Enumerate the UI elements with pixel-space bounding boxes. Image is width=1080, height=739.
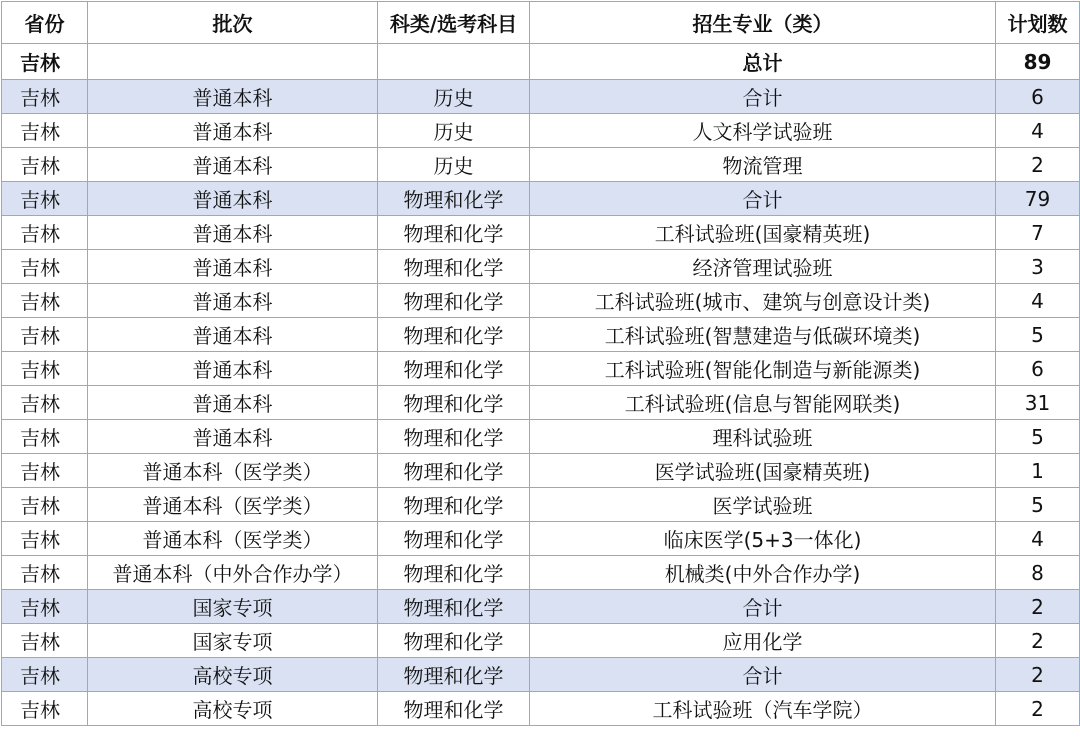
table-row bbox=[2, 284, 1080, 318]
cell-subject: 历史 bbox=[378, 148, 530, 182]
table-row bbox=[2, 318, 1080, 352]
cell-province: 吉林 bbox=[2, 386, 88, 420]
cell-province: 吉林 bbox=[2, 624, 88, 658]
cell-major: 人文科学试验班 bbox=[530, 114, 996, 148]
cell-subject: 物理和化学 bbox=[378, 488, 530, 522]
table-row bbox=[2, 216, 1080, 250]
total-batch bbox=[88, 44, 378, 80]
cell-subject: 物理和化学 bbox=[378, 658, 530, 692]
cell-province: 吉林 bbox=[2, 692, 88, 726]
table-row bbox=[2, 352, 1080, 386]
cell-batch: 普通本科 bbox=[88, 420, 378, 454]
cell-province: 吉林 bbox=[2, 658, 88, 692]
total-subject bbox=[378, 44, 530, 80]
cell-province: 吉林 bbox=[2, 352, 88, 386]
cell-subject: 物理和化学 bbox=[378, 556, 530, 590]
cell-count: 6 bbox=[996, 80, 1080, 114]
cell-province: 吉林 bbox=[2, 80, 88, 114]
cell-major: 工科试验班（汽车学院） bbox=[530, 692, 996, 726]
table-header bbox=[2, 2, 1080, 44]
cell-subject: 物理和化学 bbox=[378, 352, 530, 386]
cell-province: 吉林 bbox=[2, 114, 88, 148]
cell-province: 吉林 bbox=[2, 182, 88, 216]
cell-subject: 物理和化学 bbox=[378, 284, 530, 318]
cell-major: 物流管理 bbox=[530, 148, 996, 182]
cell-batch: 普通本科（医学类） bbox=[88, 454, 378, 488]
cell-province: 吉林 bbox=[2, 420, 88, 454]
total-province: 吉林 bbox=[2, 44, 88, 80]
cell-subject: 物理和化学 bbox=[378, 386, 530, 420]
cell-batch: 普通本科（中外合作办学） bbox=[88, 556, 378, 590]
cell-batch: 普通本科 bbox=[88, 114, 378, 148]
cell-major: 理科试验班 bbox=[530, 420, 996, 454]
cell-count: 4 bbox=[996, 114, 1080, 148]
table-row bbox=[2, 386, 1080, 420]
cell-major: 工科试验班(智慧建造与低碳环境类) bbox=[530, 318, 996, 352]
cell-batch: 普通本科 bbox=[88, 386, 378, 420]
cell-count: 3 bbox=[996, 250, 1080, 284]
cell-province: 吉林 bbox=[2, 522, 88, 556]
cell-province: 吉林 bbox=[2, 318, 88, 352]
cell-batch: 普通本科 bbox=[88, 216, 378, 250]
cell-province: 吉林 bbox=[2, 454, 88, 488]
cell-subject: 历史 bbox=[378, 114, 530, 148]
cell-subject: 物理和化学 bbox=[378, 216, 530, 250]
cell-count: 5 bbox=[996, 488, 1080, 522]
header-subject: 科类/选考科目 bbox=[378, 2, 530, 44]
cell-batch: 高校专项 bbox=[88, 658, 378, 692]
cell-count: 5 bbox=[996, 420, 1080, 454]
table-row bbox=[2, 114, 1080, 148]
table-row bbox=[2, 454, 1080, 488]
cell-subject: 历史 bbox=[378, 80, 530, 114]
cell-province: 吉林 bbox=[2, 590, 88, 624]
cell-major: 工科试验班(城市、建筑与创意设计类) bbox=[530, 284, 996, 318]
cell-count: 31 bbox=[996, 386, 1080, 420]
table-row bbox=[2, 658, 1080, 692]
table-row bbox=[2, 692, 1080, 726]
cell-major: 合计 bbox=[530, 658, 996, 692]
cell-major: 临床医学(5+3一体化) bbox=[530, 522, 996, 556]
cell-count: 1 bbox=[996, 454, 1080, 488]
cell-subject: 物理和化学 bbox=[378, 522, 530, 556]
cell-major: 应用化学 bbox=[530, 624, 996, 658]
cell-province: 吉林 bbox=[2, 216, 88, 250]
cell-count: 2 bbox=[996, 624, 1080, 658]
header-count: 计划数 bbox=[996, 2, 1080, 44]
cell-count: 7 bbox=[996, 216, 1080, 250]
table-row bbox=[2, 590, 1080, 624]
cell-subject: 物理和化学 bbox=[378, 318, 530, 352]
cell-count: 2 bbox=[996, 658, 1080, 692]
cell-major: 工科试验班(国豪精英班) bbox=[530, 216, 996, 250]
cell-count: 79 bbox=[996, 182, 1080, 216]
cell-batch: 普通本科 bbox=[88, 250, 378, 284]
cell-province: 吉林 bbox=[2, 488, 88, 522]
cell-batch: 国家专项 bbox=[88, 624, 378, 658]
cell-major: 经济管理试验班 bbox=[530, 250, 996, 284]
cell-batch: 普通本科（医学类） bbox=[88, 488, 378, 522]
cell-count: 2 bbox=[996, 148, 1080, 182]
cell-province: 吉林 bbox=[2, 250, 88, 284]
total-count: 89 bbox=[996, 44, 1080, 80]
cell-batch: 普通本科 bbox=[88, 80, 378, 114]
cell-batch: 普通本科 bbox=[88, 148, 378, 182]
table-row bbox=[2, 624, 1080, 658]
cell-major: 工科试验班(智能化制造与新能源类) bbox=[530, 352, 996, 386]
header-major: 招生专业（类） bbox=[530, 2, 996, 44]
table-row bbox=[2, 80, 1080, 114]
cell-province: 吉林 bbox=[2, 284, 88, 318]
cell-count: 5 bbox=[996, 318, 1080, 352]
cell-batch: 普通本科 bbox=[88, 284, 378, 318]
table-row bbox=[2, 182, 1080, 216]
cell-subject: 物理和化学 bbox=[378, 420, 530, 454]
cell-batch: 普通本科（医学类） bbox=[88, 522, 378, 556]
table-row bbox=[2, 148, 1080, 182]
cell-batch: 普通本科 bbox=[88, 352, 378, 386]
table-body bbox=[2, 44, 1080, 726]
table-row bbox=[2, 556, 1080, 590]
cell-count: 4 bbox=[996, 522, 1080, 556]
cell-count: 6 bbox=[996, 352, 1080, 386]
table-row bbox=[2, 522, 1080, 556]
cell-batch: 普通本科 bbox=[88, 182, 378, 216]
cell-province: 吉林 bbox=[2, 556, 88, 590]
cell-major: 工科试验班(信息与智能网联类) bbox=[530, 386, 996, 420]
cell-major: 医学试验班(国豪精英班) bbox=[530, 454, 996, 488]
cell-subject: 物理和化学 bbox=[378, 454, 530, 488]
cell-subject: 物理和化学 bbox=[378, 590, 530, 624]
cell-major: 合计 bbox=[530, 80, 996, 114]
cell-subject: 物理和化学 bbox=[378, 250, 530, 284]
cell-batch: 高校专项 bbox=[88, 692, 378, 726]
header-batch: 批次 bbox=[88, 2, 378, 44]
cell-major: 合计 bbox=[530, 590, 996, 624]
cell-subject: 物理和化学 bbox=[378, 624, 530, 658]
cell-count: 8 bbox=[996, 556, 1080, 590]
cell-batch: 国家专项 bbox=[88, 590, 378, 624]
grand-total-row bbox=[2, 44, 1080, 80]
cell-count: 2 bbox=[996, 692, 1080, 726]
enrollment-plan-table bbox=[1, 1, 1080, 726]
cell-count: 2 bbox=[996, 590, 1080, 624]
cell-subject: 物理和化学 bbox=[378, 182, 530, 216]
cell-major: 合计 bbox=[530, 182, 996, 216]
table-row bbox=[2, 250, 1080, 284]
table-row bbox=[2, 488, 1080, 522]
cell-major: 机械类(中外合作办学) bbox=[530, 556, 996, 590]
cell-province: 吉林 bbox=[2, 148, 88, 182]
table-row bbox=[2, 420, 1080, 454]
cell-batch: 普通本科 bbox=[88, 318, 378, 352]
header-row bbox=[2, 2, 1080, 44]
cell-count: 4 bbox=[996, 284, 1080, 318]
cell-subject: 物理和化学 bbox=[378, 692, 530, 726]
header-province: 省份 bbox=[2, 2, 88, 44]
total-major: 总计 bbox=[530, 44, 996, 80]
cell-major: 医学试验班 bbox=[530, 488, 996, 522]
